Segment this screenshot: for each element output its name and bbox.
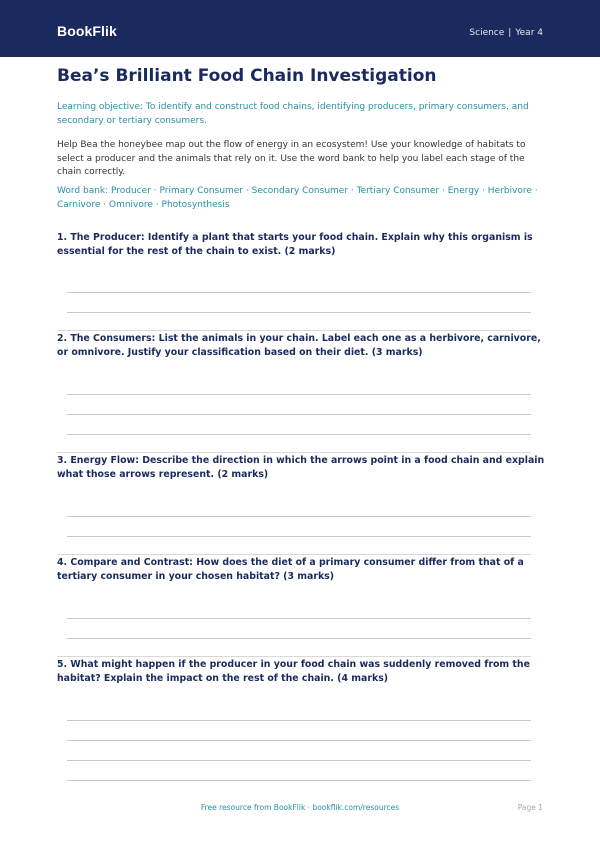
answer-line[interactable] (67, 760, 531, 761)
word-bank: Word bank: Producer · Primary Consumer · Secondary Consumer · Tertiary Consumer · Energy · Herbivore · Carnivore · Omnivore · Photosynthesis (57, 186, 538, 210)
subject-year (469, 28, 543, 38)
subject-separator: | (508, 28, 512, 38)
answer-line[interactable] (67, 618, 531, 619)
answer-line[interactable] (67, 720, 531, 721)
answer-line[interactable] (67, 414, 531, 415)
header-bar (0, 0, 600, 57)
footer-resource-link[interactable]: Free resource from BookFlik · bookflik.com/resources (200, 803, 400, 812)
question-divider (57, 330, 531, 331)
year-label: Year 4 (515, 28, 543, 38)
answer-line[interactable] (67, 394, 531, 395)
page-title: Bea’s Brilliant Food Chain Investigation (57, 66, 437, 86)
question-divider (57, 452, 531, 453)
answer-line[interactable] (67, 536, 531, 537)
answer-line[interactable] (67, 312, 531, 313)
question-2: 2. The Consumers: List the animals in your chain. Label each one as a herbivore, carnivore, or omnivore. Justify your classification based on their diet. (3 marks) (57, 333, 541, 358)
answer-line[interactable] (67, 516, 531, 517)
question-5: 5. What might happen if the producer in your food chain was suddenly removed from the habitat? Explain the impact on the rest of the chain. (4 marks) (57, 659, 530, 684)
intro-text: Help Bea the honeybee map out the flow of energy in an ecosystem! Use your knowledge of habitats to select a producer and the animals that rely on it. Use the word bank to help you label each stage of the chain correctly. (57, 140, 526, 177)
brand-logo[interactable]: BookFlik (57, 23, 117, 39)
subject-label: Science (469, 28, 505, 38)
answer-line[interactable] (67, 434, 531, 435)
page-number: Page 1 (517, 803, 543, 812)
question-divider (57, 656, 531, 657)
question-1: 1. The Producer: Identify a plant that starts your food chain. Explain why this organism is essential for the rest of the chain to exist. (2 marks) (57, 232, 533, 257)
answer-line[interactable] (67, 780, 531, 781)
answer-line[interactable] (67, 740, 531, 741)
answer-line[interactable] (67, 638, 531, 639)
question-divider (57, 554, 531, 555)
learning-objective: Learning objective: To identify and construct food chains, identifying producers, primary consumers, and secondary or tertiary consumers. (57, 102, 529, 126)
question-4: 4. Compare and Contrast: How does the diet of a primary consumer differ from that of a tertiary consumer in your chosen habitat? (3 marks) (57, 557, 524, 582)
answer-line[interactable] (67, 292, 531, 293)
question-3: 3. Energy Flow: Describe the direction in which the arrows point in a food chain and explain what those arrows represent. (2 marks) (57, 455, 545, 480)
